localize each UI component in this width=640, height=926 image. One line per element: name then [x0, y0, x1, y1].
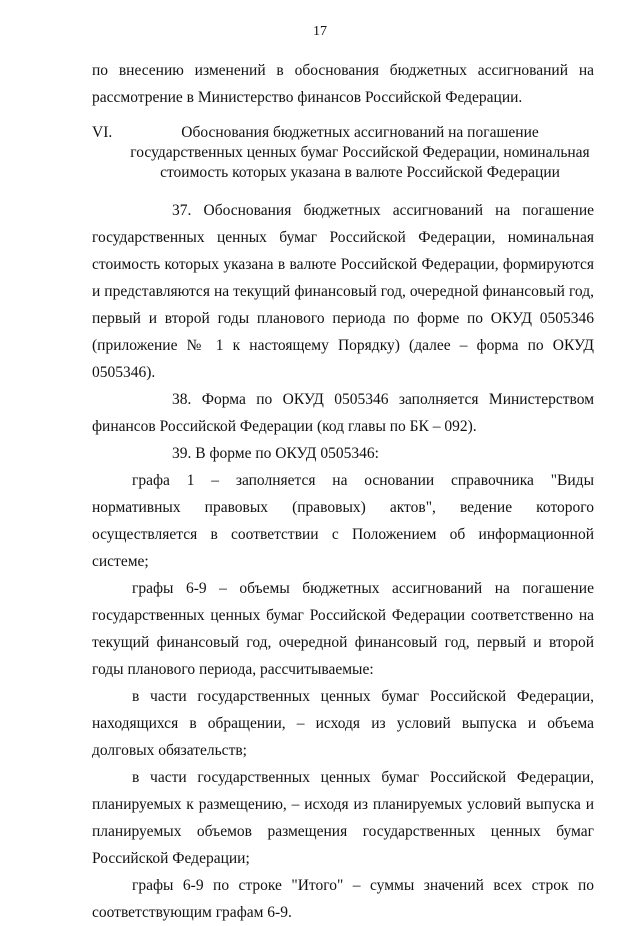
- section-heading: [92, 123, 594, 183]
- paragraph-number: 37.: [172, 202, 192, 219]
- section-title: Обоснования бюджетных ассигнований на погашение государственных ценных бумаг Российской Федерации, номинальная стоимость которых указана в валюте Российской Федерации: [130, 124, 590, 181]
- subparagraph: графа 1 – заполняется на основании справочника "Виды нормативных правовых (правовых) актов", ведение которого осуществляется в соответствии с Положением об информационной системе;: [92, 472, 594, 570]
- paragraph-number: 38.: [172, 391, 192, 408]
- paragraph-text: Обоснования бюджетных ассигнований на погашение государственных ценных бумаг Российской Федерации, номинальная стоимость которых указана в валюте Российской Федерации, формируются и представляются на текущий финансовый год, очередной финансовый год, первый и второй годы планового периода по форме по ОКУД 0505346 (приложение № 1 к настоящему Порядку) (далее – форма по ОКУД 0505346).: [92, 202, 594, 381]
- subparagraph: графы 6-9 – объемы бюджетных ассигнований на погашение государственных ценных бумаг Российской Федерации соответственно на текущий финансовый год, очередной финансовый год, первый и второй годы планового периода, рассчитываемые:: [92, 580, 594, 678]
- document-body: [92, 57, 594, 926]
- section-number: VI.: [92, 124, 113, 141]
- paragraph-39: [92, 440, 594, 467]
- paragraph-38: [92, 386, 594, 440]
- intro-text: по внесению изменений в обоснования бюджетных ассигнований на рассмотрение в Министерство финансов Российской Федерации.: [92, 62, 594, 106]
- subparagraph: графы 6-9 по строке "Итого" – суммы значений всех строк по соответствующим графам 6-9.: [92, 877, 594, 921]
- paragraph-text: В форме по ОКУД 0505346:: [195, 445, 379, 462]
- page-number: 17: [313, 24, 327, 39]
- paragraph-37: [92, 197, 594, 386]
- subparagraph: в части государственных ценных бумаг Российской Федерации, планируемых к размещению, – исходя из планируемых условий выпуска и планируемых объемов размещения государственных ценных бумаг Российской Федерации;: [92, 769, 594, 867]
- subparagraph: в части государственных ценных бумаг Российской Федерации, находящихся в обращении, – исходя из условий выпуска и объема долговых обязательств;: [92, 688, 594, 759]
- paragraph-text: Форма по ОКУД 0505346 заполняется Министерством финансов Российской Федерации (код главы по БК – 092).: [92, 391, 594, 435]
- paragraph-number: 39.: [172, 445, 192, 462]
